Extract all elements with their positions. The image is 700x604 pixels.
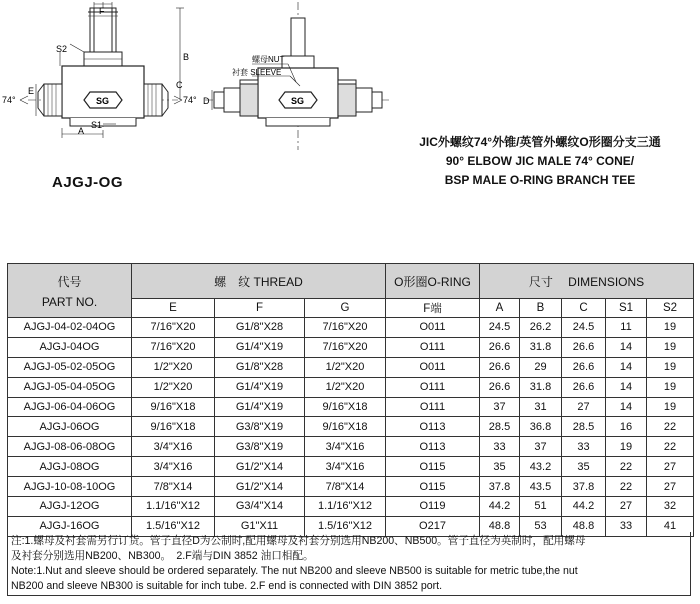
description-line-3: BSP MALE O-RING BRANCH TEE — [444, 173, 636, 187]
table-cell: 22 — [606, 457, 647, 477]
table-cell: 26.2 — [520, 318, 562, 338]
table-cell: 31 — [520, 397, 562, 417]
table-header-row — [8, 264, 694, 299]
note-cn-line-2: 及衬套分别选用NB200、NB300。 2.F端与DIN 3852 油口相配。 — [11, 550, 314, 562]
dim-label-f: F — [99, 6, 105, 16]
header-dimensions: 尺寸 DIMENSIONS — [480, 264, 694, 299]
table-cell: 7/8"X14 — [132, 477, 215, 497]
angle-label-right: 74° — [183, 95, 197, 105]
table-row — [8, 437, 694, 457]
subheader-a: A — [480, 299, 520, 318]
table-cell: 1.5/16"X12 — [132, 516, 215, 536]
table-cell: 22 — [606, 477, 647, 497]
dim-label-s1: S1 — [91, 120, 103, 130]
table-row — [8, 357, 694, 377]
table-cell: 19 — [606, 437, 647, 457]
technical-drawing — [0, 0, 700, 150]
table-cell: 33 — [606, 516, 647, 536]
table-cell: 7/16"X20 — [305, 337, 386, 357]
table-cell: 37 — [520, 437, 562, 457]
table-cell: AJGJ-05-04-05OG — [8, 377, 132, 397]
table-cell: G3/8"X19 — [215, 437, 305, 457]
logo-sg-right: SG — [291, 96, 305, 106]
table-cell: 28.5 — [480, 417, 520, 437]
table-cell: 37 — [480, 397, 520, 417]
table-cell: 33 — [562, 437, 606, 457]
dim-label-c: C — [176, 80, 183, 90]
table-cell: 1/2"X20 — [132, 377, 215, 397]
table-cell: 37.8 — [562, 477, 606, 497]
table-cell: 29 — [520, 357, 562, 377]
table-cell: AJGJ-10-08-10OG — [8, 477, 132, 497]
table-cell: AJGJ-06-04-06OG — [8, 397, 132, 417]
table-cell: 14 — [606, 377, 647, 397]
table-cell: 27 — [606, 497, 647, 517]
table-cell: O113 — [386, 437, 480, 457]
table-cell: 1.1/16"X12 — [132, 497, 215, 517]
table-cell: 7/8"X14 — [305, 477, 386, 497]
dim-label-b: B — [183, 52, 190, 62]
subheader-c: C — [562, 299, 606, 318]
dim-label-d: D — [203, 96, 210, 106]
table-cell: G1/4"X19 — [215, 377, 305, 397]
table-row — [8, 477, 694, 497]
table-cell: AJGJ-05-02-05OG — [8, 357, 132, 377]
table-cell: 28.5 — [562, 417, 606, 437]
table-cell: 43.2 — [520, 457, 562, 477]
table-cell: O011 — [386, 318, 480, 338]
table-cell: 1.5/16"X12 — [305, 516, 386, 536]
table-cell: O113 — [386, 417, 480, 437]
table-cell: 3/4"X16 — [132, 457, 215, 477]
subheader-s1: S1 — [606, 299, 647, 318]
table-cell: 1.1/16"X12 — [305, 497, 386, 517]
table-cell: G1/4"X19 — [215, 397, 305, 417]
table-cell: 33 — [480, 437, 520, 457]
table-cell: 19 — [647, 377, 694, 397]
table-cell: AJGJ-04-02-04OG — [8, 318, 132, 338]
table-cell: 1/2"X20 — [305, 377, 386, 397]
logo-sg-left: SG — [96, 96, 110, 106]
table-cell: 44.2 — [480, 497, 520, 517]
table-cell: 9/16"X18 — [132, 397, 215, 417]
table-cell: 16 — [606, 417, 647, 437]
table-cell: G1/2"X14 — [215, 457, 305, 477]
dim-label-e: E — [28, 86, 35, 96]
table-cell: 7/16"X20 — [132, 318, 215, 338]
table-cell: O111 — [386, 337, 480, 357]
table-cell: 24.5 — [562, 318, 606, 338]
table-cell: 26.6 — [562, 337, 606, 357]
table-cell: 7/16"X20 — [305, 318, 386, 338]
header-part-no-cn: 代号 — [57, 274, 82, 289]
subheader-s2: S2 — [647, 299, 694, 318]
table-cell: 1/2"X20 — [305, 357, 386, 377]
table-cell: AJGJ-08-06-08OG — [8, 437, 132, 457]
table-cell: O115 — [386, 457, 480, 477]
table-cell: 27 — [647, 477, 694, 497]
note-en-line-1: Note:1.Nut and sleeve should be ordered separately. The nut NB200 and sleeve NB500 is suitable for metric tube,the nut — [11, 565, 578, 577]
table-cell: 14 — [606, 357, 647, 377]
note-cn-line-1: 注:1.螺母及衬套需另行订货。管子直径D为公制时,配用螺母及衬套分别选用NB200、NB500。管子直径为英制时，配用螺母 — [11, 535, 586, 547]
table-cell: G1"X11 — [215, 516, 305, 536]
table-cell: 26.6 — [562, 377, 606, 397]
table-cell: 14 — [606, 337, 647, 357]
subheader-e: E — [132, 299, 215, 318]
subheader-f-end: F端 — [386, 299, 480, 318]
angle-label-left: 74° — [2, 95, 16, 105]
table-cell: 3/4"X16 — [305, 437, 386, 457]
table-cell: O111 — [386, 377, 480, 397]
table-cell: 19 — [647, 337, 694, 357]
header-part-no — [8, 264, 132, 318]
notes-box — [7, 532, 691, 596]
table-cell: AJGJ-12OG — [8, 497, 132, 517]
table-cell: 19 — [647, 318, 694, 338]
table-cell: 9/16"X18 — [132, 417, 215, 437]
table-row — [8, 318, 694, 338]
header-part-no-en: PART NO. — [41, 294, 98, 309]
table-cell: 37.8 — [480, 477, 520, 497]
table-cell: AJGJ-16OG — [8, 516, 132, 536]
product-code: AJGJ-OG — [52, 174, 124, 191]
table-cell: 26.6 — [562, 357, 606, 377]
table-cell: 3/4"X16 — [132, 437, 215, 457]
subheader-f: F — [215, 299, 305, 318]
table-cell: AJGJ-08OG — [8, 457, 132, 477]
table-row — [8, 377, 694, 397]
table-cell: 26.6 — [480, 377, 520, 397]
table-row — [8, 457, 694, 477]
table-cell: G3/8"X19 — [215, 417, 305, 437]
table-cell: 9/16"X18 — [305, 417, 386, 437]
table-cell: G1/8"X28 — [215, 357, 305, 377]
table-cell: 31.8 — [520, 337, 562, 357]
table-cell: AJGJ-04OG — [8, 337, 132, 357]
table-cell: 43.5 — [520, 477, 562, 497]
table-row — [8, 337, 694, 357]
table-cell: 53 — [520, 516, 562, 536]
table-cell: 24.5 — [480, 318, 520, 338]
description-line-2: 90° ELBOW JIC MALE 74° CONE/ — [445, 154, 635, 168]
table-cell: 35 — [480, 457, 520, 477]
table-cell: 19 — [647, 357, 694, 377]
table-cell: 27 — [647, 457, 694, 477]
table-cell: 3/4"X16 — [305, 457, 386, 477]
table-cell: 27 — [562, 397, 606, 417]
table-cell: O011 — [386, 357, 480, 377]
subheader-g: G — [305, 299, 386, 318]
spec-table — [7, 263, 694, 537]
table-cell: O217 — [386, 516, 480, 536]
table-cell: 22 — [647, 417, 694, 437]
table-cell: G3/4"X14 — [215, 497, 305, 517]
table-cell: 31.8 — [520, 377, 562, 397]
table-row — [8, 417, 694, 437]
subheader-b: B — [520, 299, 562, 318]
table-cell: 26.6 — [480, 337, 520, 357]
table-cell: G1/2"X14 — [215, 477, 305, 497]
note-en-line-2: NB200 and sleeve NB300 is suitable for inch tube. 2.F end is connected with DIN 3852 port. — [11, 580, 443, 592]
table-cell: 41 — [647, 516, 694, 536]
sleeve-label: 衬套 SLEEVE — [232, 68, 282, 77]
table-cell: 9/16"X18 — [305, 397, 386, 417]
table-cell: 26.6 — [480, 357, 520, 377]
dim-label-s2: S2 — [56, 44, 68, 54]
table-cell: 11 — [606, 318, 647, 338]
table-cell: 7/16"X20 — [132, 337, 215, 357]
table-cell: G1/8"X28 — [215, 318, 305, 338]
header-thread: 螺 纹 THREAD — [132, 264, 386, 299]
table-cell: 35 — [562, 457, 606, 477]
table-body — [8, 318, 694, 537]
table-cell: 22 — [647, 437, 694, 457]
table-cell: O111 — [386, 397, 480, 417]
table-cell: G1/4"X19 — [215, 337, 305, 357]
table-cell: AJGJ-06OG — [8, 417, 132, 437]
table-cell: 48.8 — [562, 516, 606, 536]
table-cell: 32 — [647, 497, 694, 517]
table-row — [8, 497, 694, 517]
table-cell: 36.8 — [520, 417, 562, 437]
table-cell: 19 — [647, 397, 694, 417]
table-cell: 14 — [606, 397, 647, 417]
table-cell: 51 — [520, 497, 562, 517]
header-oring: O形圈O-RING — [386, 264, 480, 299]
table-cell: 48.8 — [480, 516, 520, 536]
nut-label: 螺母NUT — [252, 55, 285, 64]
description-line-1: JIC外螺纹74°外锥/英管外螺纹O形圈分支三通 — [419, 135, 661, 149]
dim-label-a: A — [78, 126, 85, 136]
table-cell: O115 — [386, 477, 480, 497]
table-row — [8, 397, 694, 417]
table-cell: O119 — [386, 497, 480, 517]
table-cell: 1/2"X20 — [132, 357, 215, 377]
table-cell: 44.2 — [562, 497, 606, 517]
